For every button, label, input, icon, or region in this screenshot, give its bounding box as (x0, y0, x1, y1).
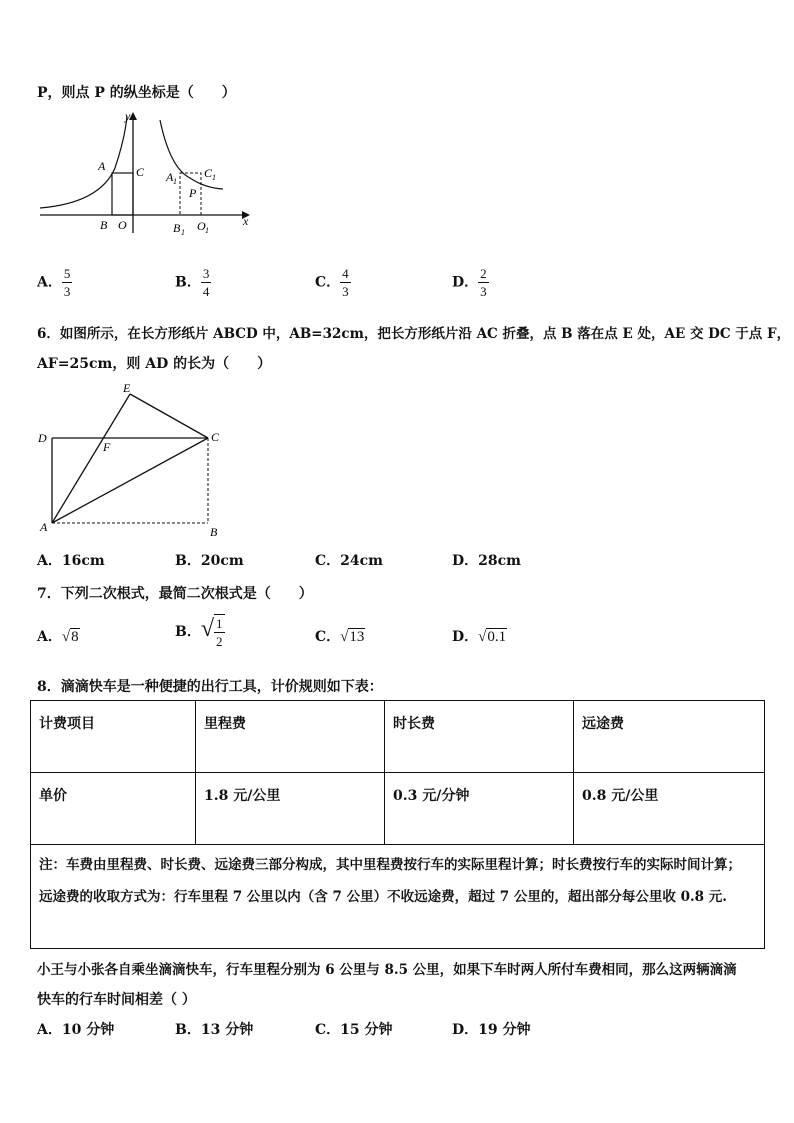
fig6-label-e: E (123, 381, 131, 395)
fig5-label-a1: A (166, 170, 174, 184)
q5-option-a: A． $\frac{5}{3}$ (37, 266, 71, 299)
q8-stem: 8．滴滴快车是一种便捷的出行工具，计价规则如下表： (37, 679, 383, 695)
fig6-label-f: F (103, 440, 111, 454)
table-cell: 0.3 元/分钟 (385, 773, 574, 845)
q8-option-b: B．13 分钟 (175, 1022, 254, 1038)
fig5-label-y: y (125, 109, 131, 123)
q6-figure (30, 378, 230, 543)
fig5-label-b1: B (173, 221, 181, 235)
fee-table (30, 700, 765, 949)
fig5-label-c: C (136, 165, 145, 179)
q6-stem-line1: 6．如图所示，在长方形纸片 ABCD 中，AB=32cm，把长方形纸片沿 AC 折叠，点 B 落在点 E 处，AE 交 DC 于点 F， (37, 326, 791, 342)
q8-body-line2: 快车的行车时间相差（ ） (37, 992, 196, 1008)
q6-option-b: B．20cm (175, 553, 244, 569)
table-header-cell: 计费项目 (31, 701, 196, 773)
fig6-label-a: A (40, 520, 48, 534)
table-note-row (31, 845, 765, 949)
svg-text:1: 1 (173, 177, 177, 186)
q7-option-d: D．√0.1 (452, 629, 507, 645)
q7-stem: 7．下列二次根式，最简二次根式是（ ） (37, 586, 313, 602)
svg-text:1: 1 (205, 226, 209, 235)
q5-stem: P，则点 P 的纵坐标是（ ） (37, 85, 236, 101)
q7-option-a: A．√8 (37, 629, 79, 645)
q8-body-line1: 小王与小张各自乘坐滴滴快车，行车里程分别为 6 公里与 8.5 公里，如果下车时两人所付车费相同，那么这两辆滴滴 (37, 962, 737, 978)
table-cell: 0.8 元/公里 (574, 773, 765, 845)
fig5-label-b: B (100, 218, 108, 232)
fig5-label-o: O (118, 218, 127, 232)
table-row (31, 773, 765, 845)
fig5-label-c1: C (204, 166, 213, 180)
table-header-cell: 远途费 (574, 701, 765, 773)
fig5-label-x: x (243, 214, 249, 228)
q5-option-b: B． $\frac{3}{4}$ (175, 266, 210, 299)
q5-option-c: C． $\frac{4}{3}$ (315, 266, 349, 299)
q5-option-d: D． $\frac{2}{3}$ (452, 266, 487, 299)
q5-figure (30, 108, 260, 238)
fig5-label-o1: O (197, 219, 206, 233)
fig6-label-c: C (211, 430, 220, 444)
fig5-label-a: A (98, 159, 106, 173)
q6-option-c: C．24cm (315, 553, 383, 569)
table-cell: 单价 (31, 773, 196, 845)
table-cell: 1.8 元/公里 (196, 773, 385, 845)
q8-option-d: D．19 分钟 (452, 1022, 531, 1038)
fig6-label-b: B (210, 525, 218, 539)
fig5-label-p: P (189, 186, 197, 200)
fig6-label-d: D (38, 431, 47, 445)
q8-option-a: A．10 分钟 (37, 1022, 115, 1038)
table-note (31, 845, 765, 949)
q6-stem-line2: AF=25cm，则 AD 的长为（ ） (37, 356, 272, 372)
table-header-cell: 时长费 (385, 701, 574, 773)
table-header-row (31, 701, 765, 773)
q8-option-c: C．15 分钟 (315, 1022, 393, 1038)
svg-text:1: 1 (181, 228, 185, 237)
svg-text:1: 1 (212, 173, 216, 182)
note-line-1: 注：车费由里程费、时长费、远途费三部分构成，其中里程费按行车的实际里程计算；时长费按行车的实际时间计算； (39, 857, 741, 873)
q7-option-b: B．√ $\frac{1}{2}$ (175, 616, 223, 649)
q6-option-a: A．16cm (37, 553, 105, 569)
note-line-2: 远途费的收取方式为：行车里程 7 公里以内（含 7 公里）不收远途费，超过 7 公里的，超出部分每公里收 0.8 元. (39, 889, 727, 905)
table-header-cell: 里程费 (196, 701, 385, 773)
q7-option-c: C．√13 (315, 629, 365, 645)
q6-option-d: D．28cm (452, 553, 521, 569)
